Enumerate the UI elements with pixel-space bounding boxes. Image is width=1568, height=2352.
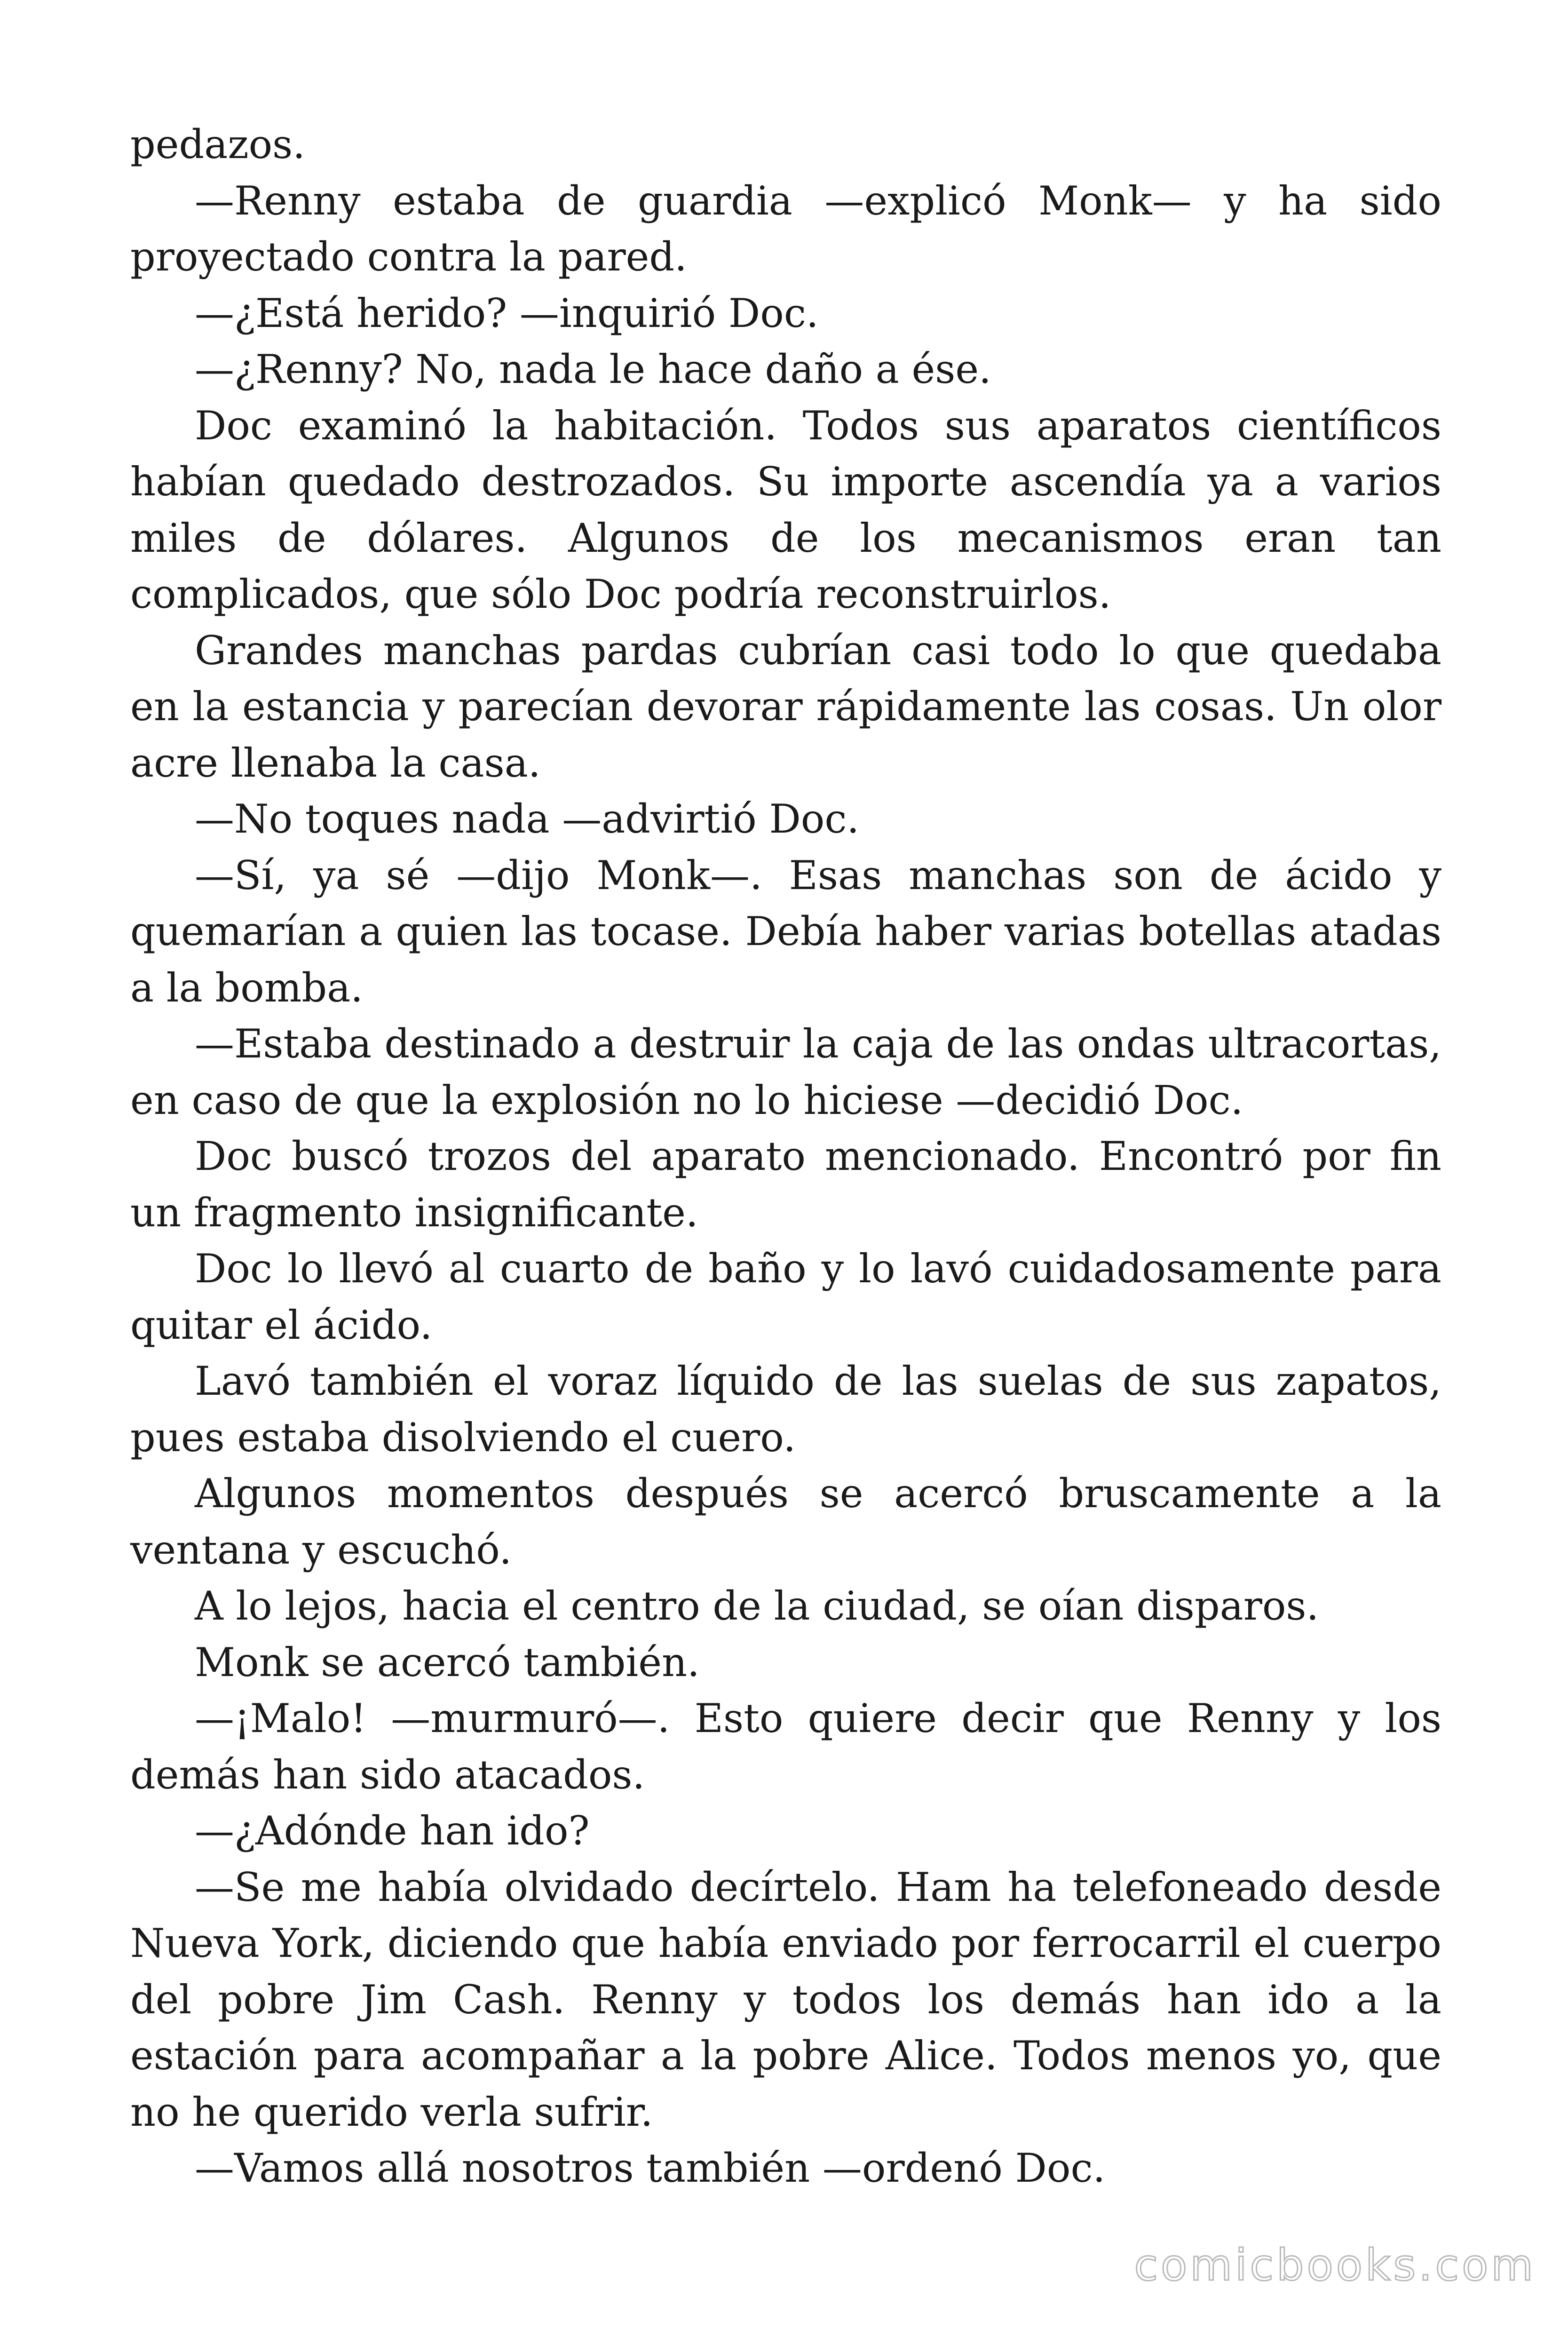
paragraph: —Estaba destinado a destruir la caja de las ondas ultracortas, en caso de que la explosión no lo hiciese —decidió Doc.	[130, 1021, 1441, 1123]
paragraph: Lavó también el voraz líquido de las suelas de sus zapatos, pues estaba disolviendo el cuero.	[130, 1358, 1441, 1461]
paragraph: Grandes manchas pardas cubrían casi todo lo que quedaba en la estancia y parecían devorar rápidamente las cosas. Un olor acre llenaba la casa.	[130, 627, 1441, 786]
body-text	[130, 117, 1441, 2197]
paragraph: —Sí, ya sé —dijo Monk—. Esas manchas son de ácido y quemarían a quien las tocase. Debía haber varias botellas atadas a la bomba.	[130, 852, 1441, 1011]
paragraph: —No toques nada —advirtió Doc.	[195, 796, 860, 842]
paragraph: —¿Adónde han ido?	[195, 1808, 590, 1854]
paragraph: Monk se acercó también.	[195, 1639, 700, 1685]
paragraph: —¿Está herido? —inquirió Doc.	[195, 290, 819, 336]
paragraph: —Vamos allá nosotros también —ordenó Doc.	[195, 2145, 1106, 2191]
paragraph: Algunos momentos después se acercó bruscamente a la ventana y escuchó.	[130, 1470, 1441, 1573]
paragraph: —¡Malo! —murmuró—. Esto quiere decir que Renny y los demás han sido atacados.	[130, 1695, 1441, 1798]
paragraph: Doc lo llevó al cuarto de baño y lo lavó cuidadosamente para quitar el ácido.	[130, 1246, 1441, 1348]
paragraph: —¿Renny? No, nada le hace daño a ése.	[195, 346, 991, 392]
paragraph: pedazos.	[130, 121, 305, 167]
watermark: comicbooks.com	[1134, 2240, 1536, 2290]
paragraph: —Renny estaba de guardia —explicó Monk— y ha sido proyectado contra la pared.	[130, 177, 1441, 280]
paragraph: Doc examinó la habitación. Todos sus aparatos científicos habían quedado destrozados. Su importe ascendía ya a varios miles de dólares. Algunos de los mecanismos eran tan complicados, que sólo Doc podría reconstruirlos.	[130, 402, 1441, 617]
paragraph: A lo lejos, hacia el centro de la ciudad, se oían disparos.	[195, 1583, 1319, 1629]
paragraph: —Se me había olvidado decírtelo. Ham ha telefoneado desde Nueva York, diciendo que había enviado por ferrocarril el cuerpo del pobre Jim Cash. Renny y todos los demás han ido a la estación para acompañar a la pobre Alice. Todos menos yo, que no he querido verla sufrir.	[130, 1864, 1441, 2135]
paragraph: Doc buscó trozos del aparato mencionado. Encontró por fin un fragmento insignificante.	[130, 1133, 1441, 1236]
